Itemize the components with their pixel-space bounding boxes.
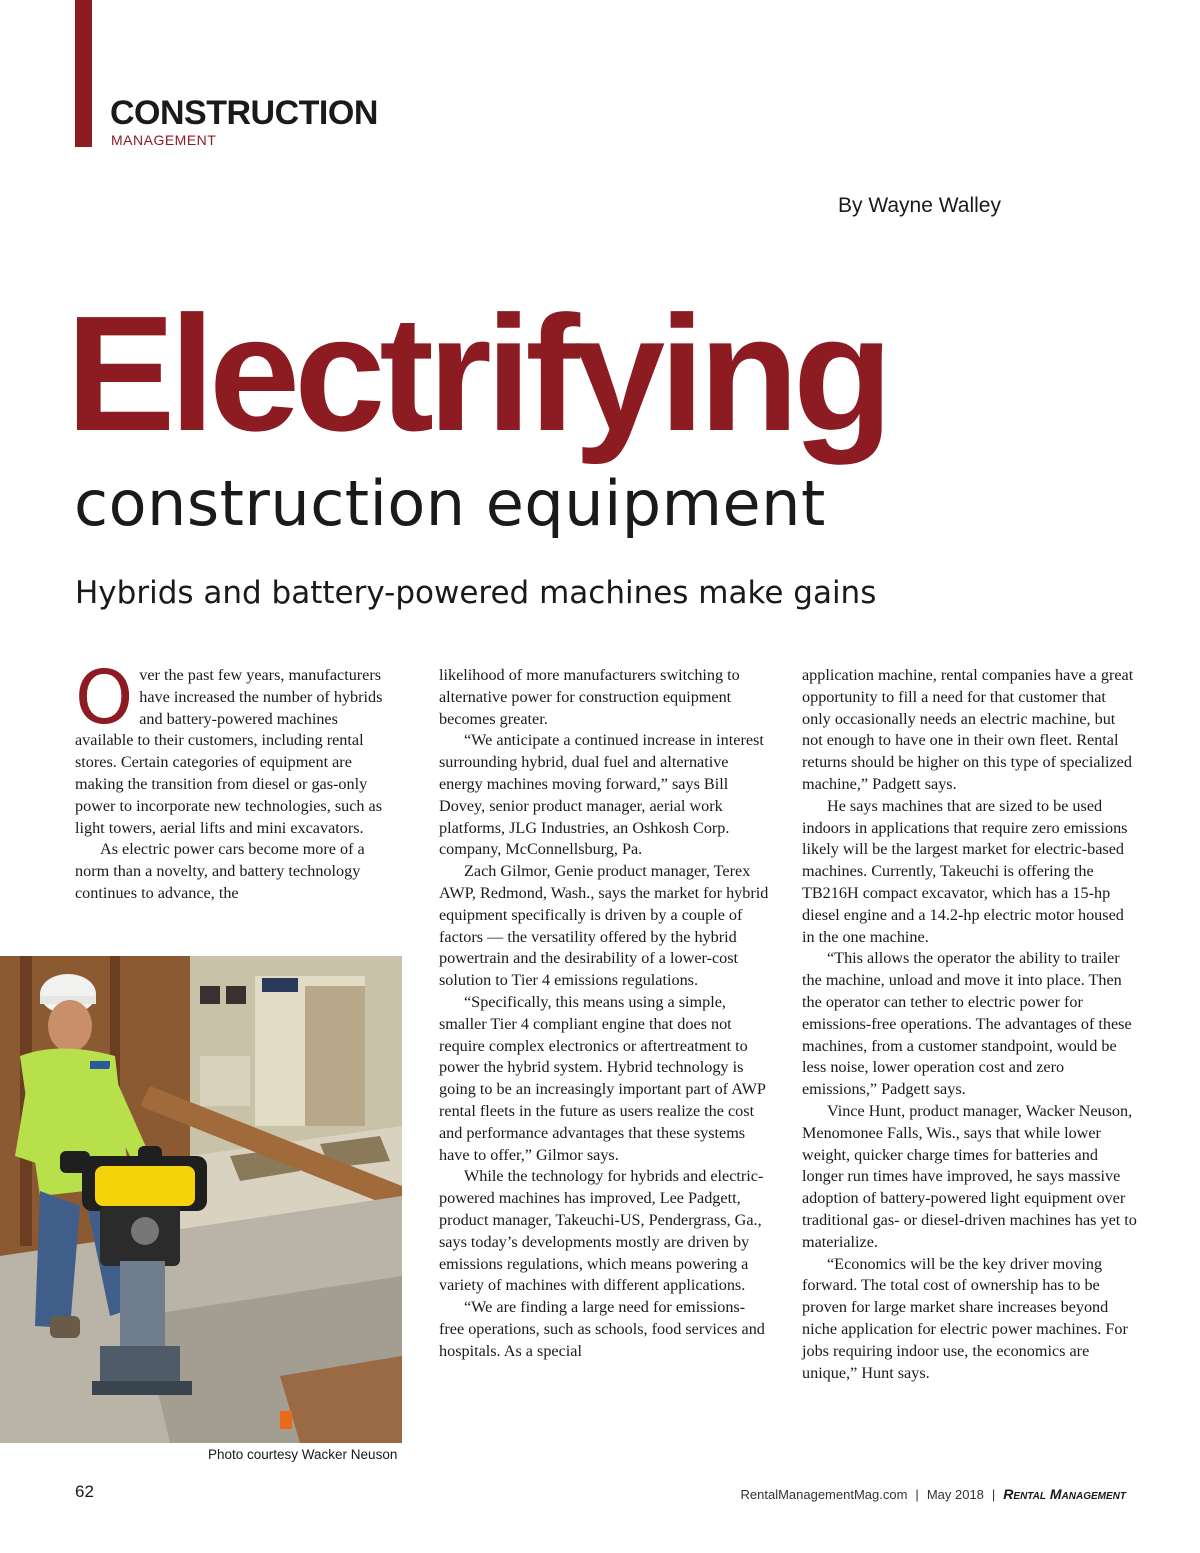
photo-illustration (0, 956, 402, 1443)
article-paragraph: “We are finding a large need for emissions-free operations, such as schools, food services and hospitals. As a special (439, 1298, 765, 1360)
page-number: 62 (75, 1482, 94, 1501)
article-paragraph: As electric power cars become more of a norm than a novelty, and battery technology continues to advance, the (75, 840, 365, 902)
article-column-3 (802, 665, 1137, 1384)
section-subtitle: MANAGEMENT (111, 132, 217, 148)
article-paragraph (75, 655, 395, 839)
paragraph-text: ver the past few years, manufacturers have increased the number of hybrids and battery-powered machines available to their customers, including rental stores. Certain categories of equipment are making the transition from diesel or gas-only power to incorporate new technologies, such as light towers, aerial lifts and mini excavators. (75, 666, 383, 837)
article-paragraph: “Economics will be the key driver moving forward. The total cost of ownership has to be proven for large market share increases beyond niche application for electric power machines. For jobs requiring indoor use, the economics are unique,” Hunt says. (802, 1254, 1128, 1382)
photo-caption: Photo courtesy Wacker Neuson (208, 1447, 398, 1462)
article-paragraph: Vince Hunt, product manager, Wacker Neuson, Menomonee Falls, Wis., says that while lower weight, quicker charge times for batteries and longer run times have improved, he says massive adoption of battery-powered light equipment over traditional gas- or diesel-driven machines has yet to materialize. (802, 1101, 1137, 1251)
article-paragraph: While the technology for hybrids and electric-powered machines has improved, Lee Padgett, product manager, Takeuchi-US, Pendergrass, Ga., says today’s developments mostly are driven by emissions regulations, which means powering a variety of machines with different applications. (439, 1167, 764, 1295)
article-column-1 (75, 655, 395, 905)
article-paragraph: “We anticipate a continued increase in interest surrounding hybrid, dual fuel and alternative energy machines moving forward,” says Bill Dovey, senior product manager, aerial work platforms, JLG Industries, an Oshkosh Corp. company, McConnellsburg, Pa. (439, 731, 764, 859)
article-paragraph: application machine, rental companies have a great opportunity to fill a need for that customer that only occasionally needs an electric machine, but not enough to have one in their own fleet. Rental returns should be higher on this type of specialized machine,” Padgett says. (802, 666, 1134, 793)
section-accent-bar (75, 0, 92, 147)
footer-publication: Rental Management (1003, 1486, 1126, 1502)
article-column-2 (439, 665, 769, 1363)
headline: Electrifying (66, 282, 888, 465)
footer-separator: | (915, 1487, 919, 1502)
footer-website: RentalManagementMag.com (740, 1487, 908, 1502)
article-paragraph: “This allows the operator the ability to trailer the machine, unload and move it into place. Then the operator can tether to electric power for emissions-free operations. The advantages of these machines, from a customer standpoint, would be less noise, lower operation cost and zero emissions,” Padgett says. (802, 949, 1132, 1099)
article-paragraph: “Specifically, this means using a simple, smaller Tier 4 compliant engine that does not require complex electronics or aftertreatment to power the hybrid system. Hybrid technology is going to be an increasingly important part of AWP rental fleets in the future as users realize the cost and performance advantages that these systems have to offer,” Gilmor says. (439, 992, 766, 1164)
deck: Hybrids and battery-powered machines make gains (75, 575, 877, 611)
article-photo (0, 956, 402, 1443)
section-title: CONSTRUCTION (110, 94, 378, 132)
footer-separator: | (991, 1487, 996, 1502)
subheadline: construction equipment (74, 467, 826, 540)
byline: By Wayne Walley (838, 194, 1001, 217)
article-paragraph: Zach Gilmor, Genie product manager, Terex AWP, Redmond, Wash., says the market for hybrid equipment specifically is driven by a couple of factors — the versatility offered by the hybrid powertrain and the desirability of a lower-cost solution to Tier 4 emissions regulations. (439, 862, 769, 990)
article-paragraph: He says machines that are sized to be used indoors in applications that require zero emissions likely will be the largest market for electric-based machines. Currently, Takeuchi is offering the TB216H compact excavator, which has a 15-hp diesel engine and a 14.2-hp electric motor housed in the one machine. (802, 796, 1128, 946)
article-paragraph: likelihood of more manufacturers switching to alternative power for construction equipment becomes greater. (439, 666, 740, 728)
drop-cap: O (75, 655, 134, 741)
page-footer (741, 1486, 1127, 1502)
footer-issue: May 2018 (926, 1487, 984, 1502)
